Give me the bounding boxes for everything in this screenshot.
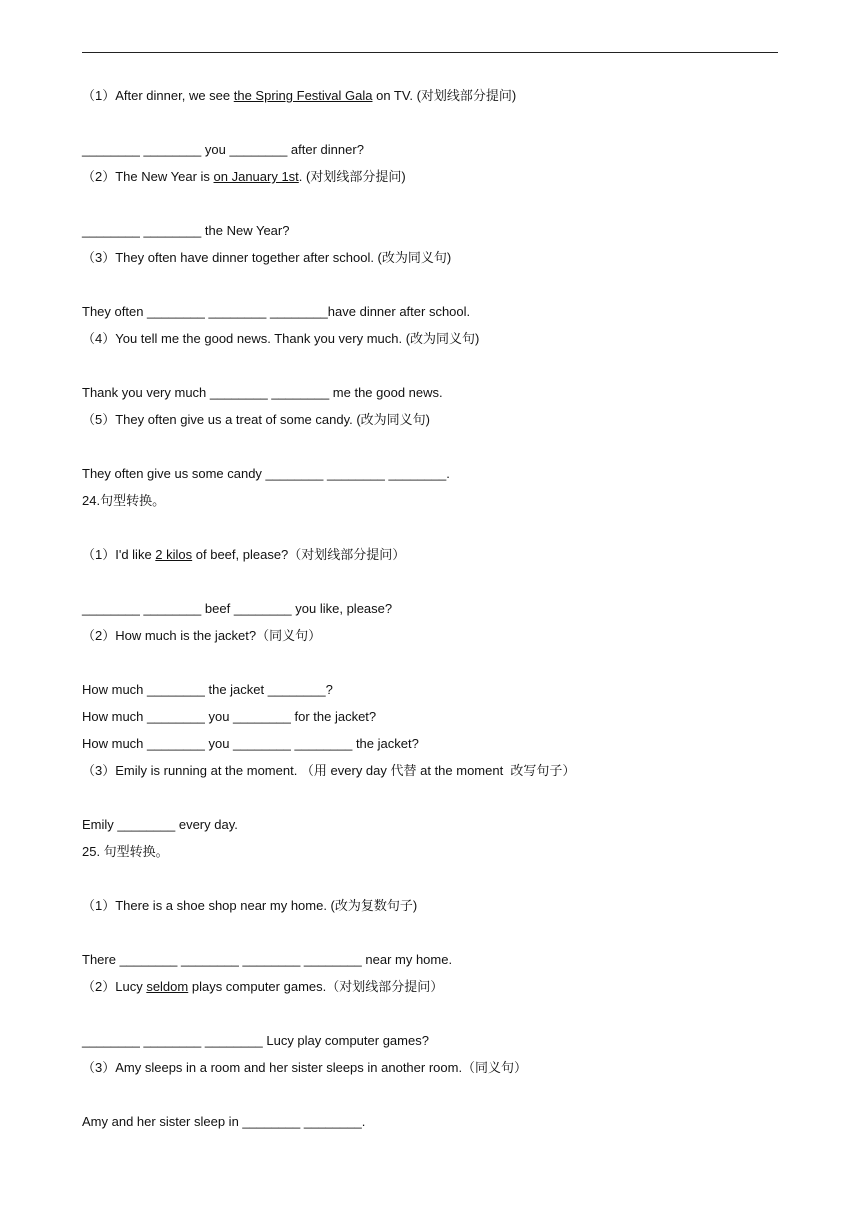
question-24-2: （2）How much is the jacket?（同义句） [82,628,322,643]
answer-line[interactable]: Emily ________ every day. [82,817,238,832]
question-23-4: （4）You tell me the good news. Thank you very much. (改为同义句) [82,331,480,346]
question-23-2: （2）The New Year is on January 1st. (对划线部分提问) [82,169,406,184]
underlined-phrase: seldom [146,979,189,994]
question-24-3: （3）Emily is running at the moment. （用 every day 代替 at the moment 改写句子） [82,763,576,778]
answer-line[interactable]: Amy and her sister sleep in ________ ________. [82,1114,366,1129]
question-25-2: （2）Lucy seldom plays computer games.（对划线部分提问） [82,979,444,994]
question-23-5: （5）They often give us a treat of some candy. (改为同义句) [82,412,430,427]
answer-line[interactable]: ________ ________ you ________ after dinner? [82,142,364,157]
answer-line[interactable]: There ________ ________ ________ ________ near my home. [82,952,453,967]
answer-line[interactable]: Thank you very much ________ ________ me the good news. [82,385,443,400]
answer-line[interactable]: How much ________ the jacket ________? [82,682,333,697]
answer-line[interactable]: They often ________ ________ ________have dinner after school. [82,304,471,319]
underlined-phrase: 2 kilos [155,547,193,562]
answer-line[interactable]: ________ ________ beef ________ you like, please? [82,601,393,616]
question-23-1: （1）After dinner, we see the Spring Festival Gala on TV. (对划线部分提问) [82,88,517,103]
answer-line[interactable]: How much ________ you ________ ________ the jacket? [82,736,419,751]
underlined-phrase: on January 1st [213,169,299,184]
question-23-3: （3）They often have dinner together after school. (改为同义句) [82,250,452,265]
question-24-1: （1）I'd like 2 kilos of beef, please?（对划线部分提问） [82,547,406,562]
answer-line[interactable]: ________ ________ the New Year? [82,223,290,238]
header-rule [82,52,778,53]
underlined-phrase: the Spring Festival Gala [233,88,373,103]
answer-line[interactable]: How much ________ you ________ for the jacket? [82,709,377,724]
answer-line[interactable]: ________ ________ ________ Lucy play computer games? [82,1033,429,1048]
answer-line[interactable]: They often give us some candy ________ ________ ________. [82,466,450,481]
question-25-3: （3）Amy sleeps in a room and her sister sleeps in another room.（同义句） [82,1060,528,1075]
question-25-1: （1）There is a shoe shop near my home. (改为复数句子) [82,898,418,913]
section-heading-24: 24.句型转换。 [82,493,166,508]
section-heading-25: 25. 句型转换。 [82,844,169,859]
